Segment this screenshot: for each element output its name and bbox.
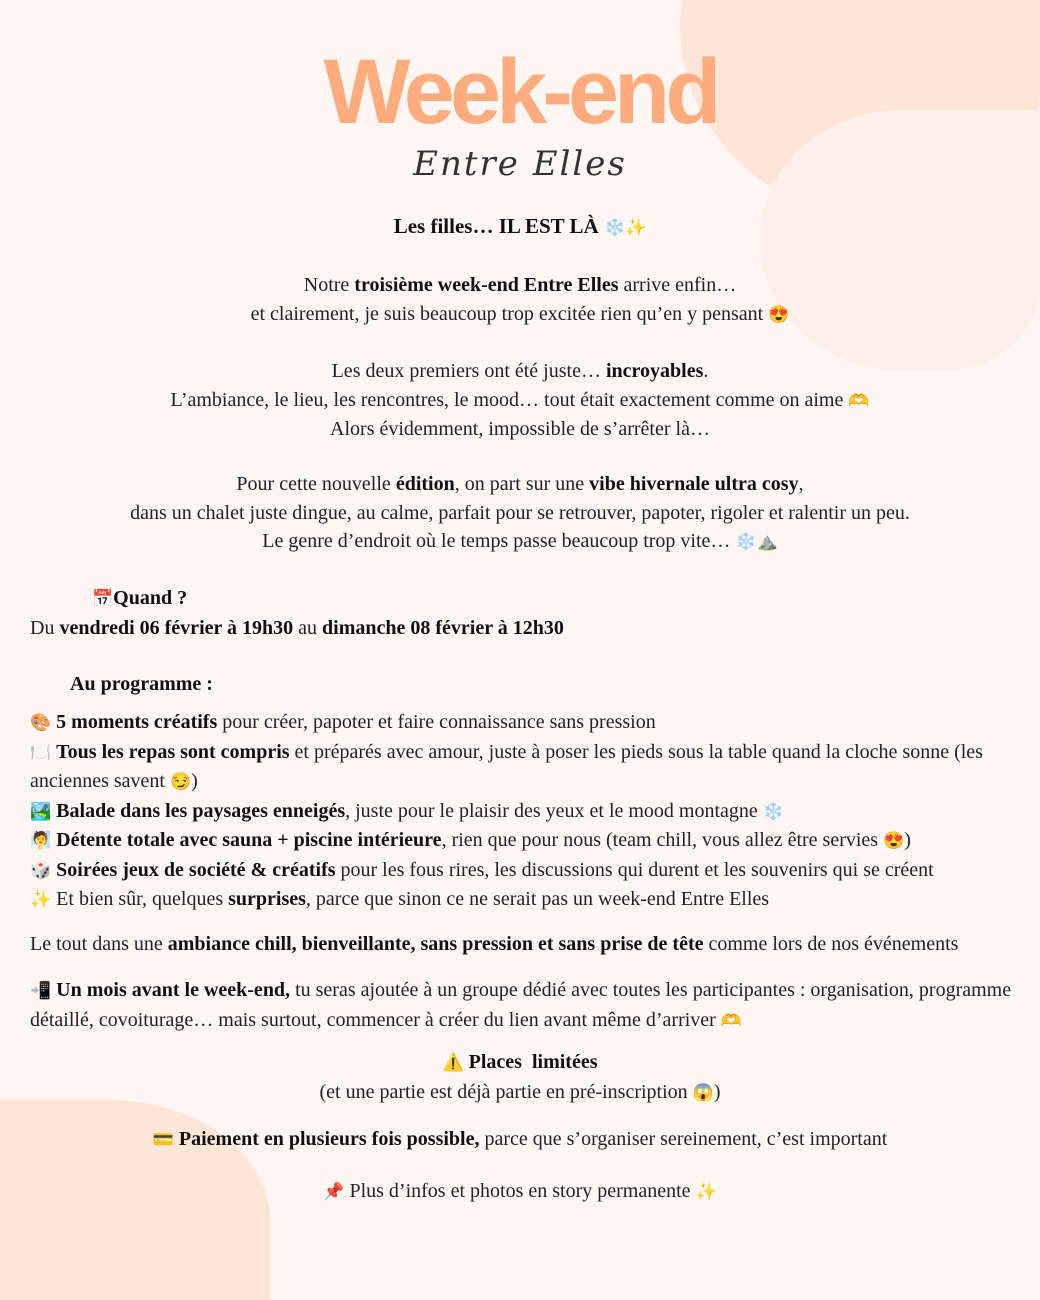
text: Les deux premiers ont été juste… xyxy=(331,360,606,382)
list-item xyxy=(30,708,1020,738)
text: , juste pour le plaisir des yeux et le mood montagne xyxy=(345,799,763,822)
text: , on part sur une xyxy=(454,473,590,495)
list-item xyxy=(30,885,1020,915)
text: Et bien sûr, quelques xyxy=(51,888,229,910)
heart-eyes-icon: 😍 xyxy=(883,831,905,850)
text: parce que s’organiser sereinement, c’est important xyxy=(479,1128,888,1150)
text: Alors évidemment, impossible de s’arrêter là… xyxy=(330,418,710,440)
sauna-icon: 🧖 xyxy=(30,831,52,850)
snow-mountain-icon: ❄️⛰️ xyxy=(735,532,778,551)
places-label: Places limitées xyxy=(468,1051,598,1073)
lower-content xyxy=(0,708,1040,1206)
text: comme lors de nos événements xyxy=(703,932,959,955)
text: Notre xyxy=(303,274,355,296)
program-list xyxy=(30,708,1020,915)
bold-text: Tous les repas sont compris xyxy=(56,740,290,763)
text: et préparés avec amour, juste à poser les pieds sous la table quand la cloche sonne (les anciennes savent xyxy=(30,740,983,792)
payment-line xyxy=(0,1125,1040,1155)
scream-icon: 😱 xyxy=(692,1082,714,1102)
text: tu seras ajoutée à un groupe dédié avec toutes les participantes : organisation, programme détaillé, covoiturage… mais surtout, commencer à créer du lien avant même d’arriver xyxy=(30,979,1012,1031)
heart-hands-icon: 🫶 xyxy=(848,390,870,410)
bold-text: troisième week-end Entre Elles xyxy=(354,274,619,296)
text: au xyxy=(293,616,323,639)
title: Week-end xyxy=(323,41,717,143)
bold-text: ambiance chill, bienveillante, sans pression et sans prise de tête xyxy=(167,932,704,955)
bold-text: édition xyxy=(395,473,455,495)
text: ) xyxy=(904,829,911,851)
snowflake-sparkles-icon: ❄️✨ xyxy=(603,218,647,237)
headline-text: Les filles… IL EST LÀ xyxy=(393,214,599,238)
text: Le genre d’endroit où le temps passe beaucoup trop vite… xyxy=(262,530,736,552)
heart-hands-icon: 🫶 xyxy=(720,1010,742,1030)
phone-icon: 📲 xyxy=(30,981,52,1000)
bold-text: Un mois avant le week-end, xyxy=(56,979,291,1001)
text: . xyxy=(703,360,709,382)
list-item xyxy=(30,856,1020,886)
bold-text: Balade dans les paysages enneigés xyxy=(56,799,346,822)
bold-text: vibe hivernale ultra cosy xyxy=(589,473,799,495)
pin-icon: 📌 xyxy=(323,1181,345,1201)
text: , parce que sinon ce ne serait pas un week-end Entre Elles xyxy=(305,888,770,910)
when-label: Quand ? xyxy=(113,587,188,609)
end-date: dimanche 08 février à 12h30 xyxy=(322,616,564,639)
calendar-icon: 📅 xyxy=(92,589,114,608)
program-heading: Au programme : xyxy=(70,673,213,695)
text: , xyxy=(798,473,804,495)
text: ) xyxy=(191,770,198,792)
text: pour créer, papoter et faire connaissance sans pression xyxy=(217,711,656,733)
text: L’ambiance, le lieu, les rencontres, le mood… tout était exactement comme on aime xyxy=(170,388,849,411)
bold-text: incroyables xyxy=(605,360,704,382)
plate-cutlery-icon: 🍽️ xyxy=(30,742,52,762)
dice-icon: 🎲 xyxy=(30,860,52,880)
text: , rien que pour nous (team chill, vous allez être servies xyxy=(441,829,884,851)
text: arrive enfin… xyxy=(618,274,737,296)
snowflake-icon: ❄️ xyxy=(762,801,784,821)
subtitle-script: Entre Elles xyxy=(413,144,627,184)
text: dans un chalet juste dingue, au calme, parfait pour se retrouver, papoter, rigoler et ralentir un peu. xyxy=(130,501,910,524)
list-item xyxy=(30,826,1020,856)
text: Du xyxy=(30,616,60,639)
text: ) xyxy=(713,1080,721,1103)
footer-line xyxy=(0,1177,1040,1207)
ambiance-paragraph xyxy=(30,930,1020,959)
text: et clairement, je suis beaucoup trop excitée rien qu’en y pensant xyxy=(250,302,769,325)
sparkles-icon: ✨ xyxy=(695,1181,717,1201)
landscape-icon: 🏞️ xyxy=(30,801,52,821)
when-section xyxy=(30,584,1020,642)
headline xyxy=(0,212,1040,243)
palette-icon: 🎨 xyxy=(30,713,52,732)
program-label xyxy=(30,670,1020,699)
bold-text: Détente totale avec sauna + piscine intérieure xyxy=(56,829,442,851)
smirk-icon: 😏 xyxy=(169,772,192,791)
text: Le tout dans une xyxy=(30,932,168,955)
list-item xyxy=(30,738,1020,797)
text: Pour cette nouvelle xyxy=(236,473,396,495)
intro-p3 xyxy=(0,470,1040,557)
warning-icon: ⚠️ xyxy=(442,1053,464,1072)
text: pour les fous rires, les discussions qui durent et les souvenirs qui se créent xyxy=(335,858,934,881)
bold-text: 5 moments créatifs xyxy=(56,711,218,733)
credit-card-icon: 💳 xyxy=(152,1130,174,1149)
intro-p2 xyxy=(0,357,1040,444)
text: Plus d’infos et photos en story permanente xyxy=(344,1179,696,1202)
places-section xyxy=(0,1048,1040,1107)
heart-eyes-icon: 😍 xyxy=(768,304,790,324)
intro-p1 xyxy=(0,271,1040,329)
sparkles-icon: ✨ xyxy=(30,890,52,909)
bold-text: Soirées jeux de société & créatifs xyxy=(56,858,336,881)
text: (et une partie est déjà partie en pré-inscription xyxy=(319,1080,693,1103)
bold-text: Paiement en plusieurs fois possible, xyxy=(178,1128,480,1150)
list-item xyxy=(30,797,1020,827)
start-date: vendredi 06 février à 19h30 xyxy=(59,616,294,639)
group-paragraph xyxy=(30,976,1020,1035)
bold-text: surprises xyxy=(228,888,306,910)
